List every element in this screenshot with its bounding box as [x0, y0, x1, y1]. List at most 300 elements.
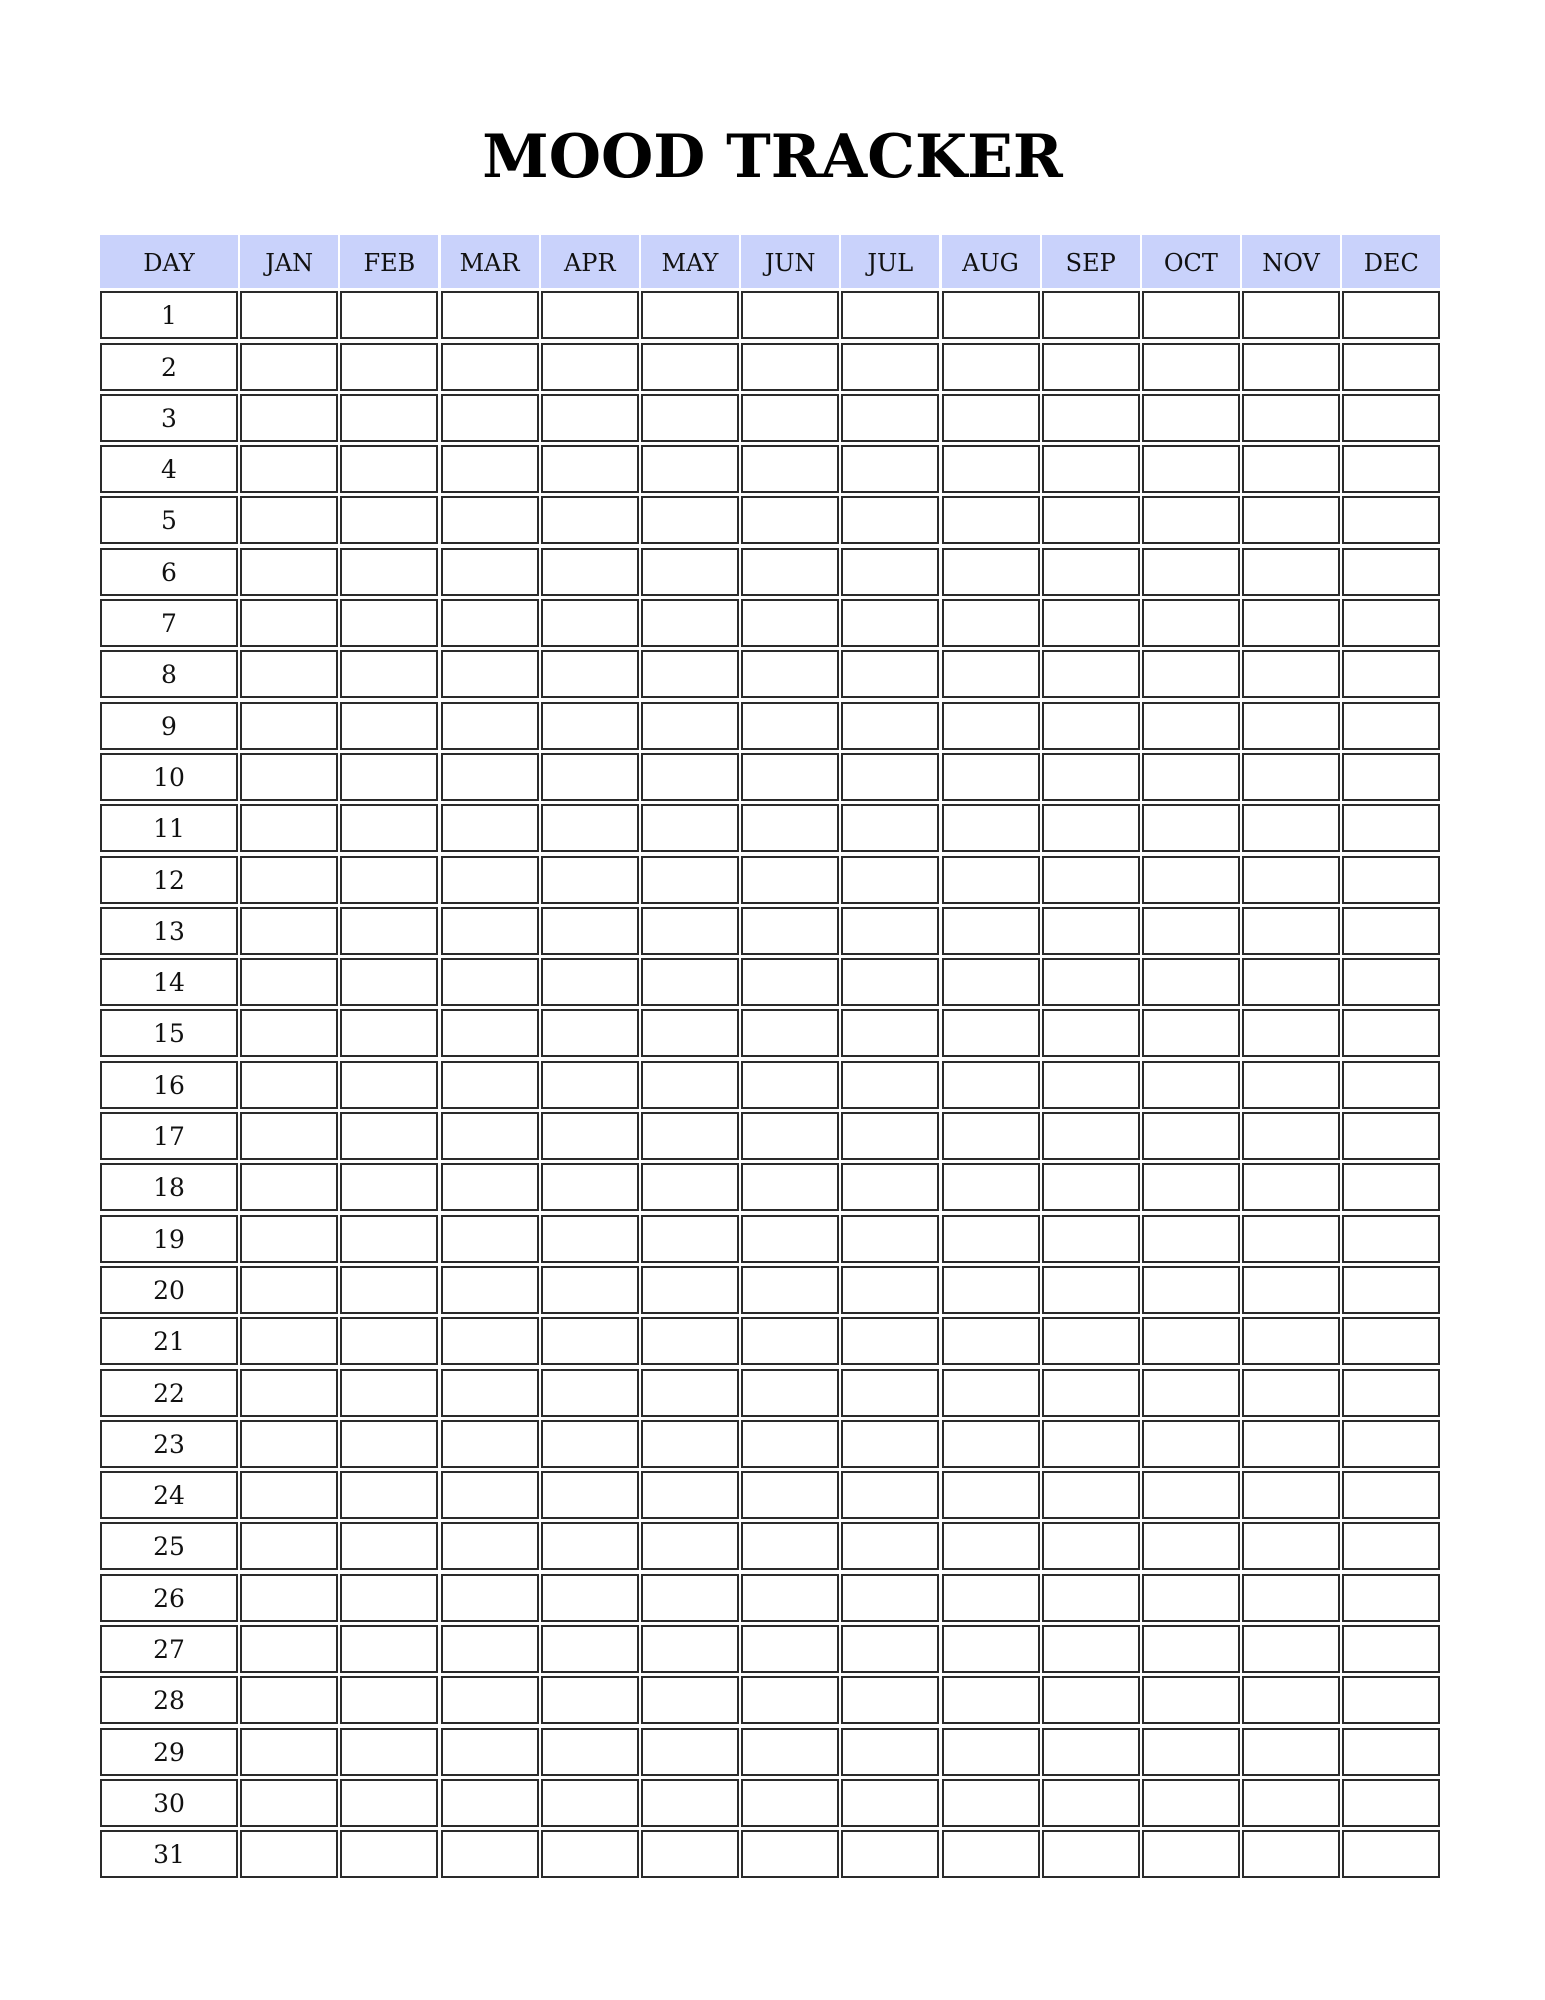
mood-entry-cell[interactable] — [1242, 804, 1340, 852]
mood-entry-cell[interactable] — [441, 496, 539, 544]
mood-entry-cell[interactable] — [942, 548, 1040, 596]
mood-entry-cell[interactable] — [541, 1728, 639, 1776]
mood-entry-cell[interactable] — [340, 1471, 438, 1519]
mood-entry-cell[interactable] — [641, 1522, 739, 1570]
mood-entry-cell[interactable] — [1142, 650, 1240, 698]
mood-entry-cell[interactable] — [1042, 1625, 1140, 1673]
mood-entry-cell[interactable] — [541, 1830, 639, 1878]
mood-entry-cell[interactable] — [340, 394, 438, 442]
mood-entry-cell[interactable] — [942, 394, 1040, 442]
mood-entry-cell[interactable] — [641, 548, 739, 596]
mood-entry-cell[interactable] — [741, 1266, 839, 1314]
mood-entry-cell[interactable] — [841, 1369, 939, 1417]
mood-entry-cell[interactable] — [1242, 753, 1340, 801]
mood-entry-cell[interactable] — [1142, 1163, 1240, 1211]
mood-entry-cell[interactable] — [340, 753, 438, 801]
mood-entry-cell[interactable] — [1042, 1215, 1140, 1263]
mood-entry-cell[interactable] — [541, 1112, 639, 1160]
mood-entry-cell[interactable] — [240, 753, 338, 801]
mood-entry-cell[interactable] — [541, 1471, 639, 1519]
mood-entry-cell[interactable] — [841, 1522, 939, 1570]
mood-entry-cell[interactable] — [541, 496, 639, 544]
mood-entry-cell[interactable] — [641, 1625, 739, 1673]
mood-entry-cell[interactable] — [841, 496, 939, 544]
mood-entry-cell[interactable] — [1342, 1676, 1440, 1724]
mood-entry-cell[interactable] — [942, 1625, 1040, 1673]
mood-entry-cell[interactable] — [1042, 1522, 1140, 1570]
mood-entry-cell[interactable] — [1142, 1574, 1240, 1622]
mood-entry-cell[interactable] — [541, 343, 639, 391]
mood-entry-cell[interactable] — [240, 1009, 338, 1057]
mood-entry-cell[interactable] — [340, 1163, 438, 1211]
mood-entry-cell[interactable] — [1142, 1420, 1240, 1468]
mood-entry-cell[interactable] — [1042, 496, 1140, 544]
mood-entry-cell[interactable] — [240, 804, 338, 852]
mood-entry-cell[interactable] — [942, 445, 1040, 493]
mood-entry-cell[interactable] — [641, 291, 739, 339]
mood-entry-cell[interactable] — [741, 599, 839, 647]
mood-entry-cell[interactable] — [240, 1420, 338, 1468]
mood-entry-cell[interactable] — [1342, 1471, 1440, 1519]
mood-entry-cell[interactable] — [240, 445, 338, 493]
mood-entry-cell[interactable] — [1242, 548, 1340, 596]
mood-entry-cell[interactable] — [942, 753, 1040, 801]
mood-entry-cell[interactable] — [441, 1112, 539, 1160]
mood-entry-cell[interactable] — [741, 1215, 839, 1263]
mood-entry-cell[interactable] — [441, 650, 539, 698]
mood-entry-cell[interactable] — [741, 1625, 839, 1673]
mood-entry-cell[interactable] — [1242, 1522, 1340, 1570]
mood-entry-cell[interactable] — [1342, 291, 1440, 339]
mood-entry-cell[interactable] — [441, 1676, 539, 1724]
mood-entry-cell[interactable] — [641, 1112, 739, 1160]
mood-entry-cell[interactable] — [340, 1830, 438, 1878]
mood-entry-cell[interactable] — [240, 1215, 338, 1263]
mood-entry-cell[interactable] — [1142, 291, 1240, 339]
mood-entry-cell[interactable] — [1342, 1728, 1440, 1776]
mood-entry-cell[interactable] — [541, 445, 639, 493]
mood-entry-cell[interactable] — [340, 1369, 438, 1417]
mood-entry-cell[interactable] — [841, 753, 939, 801]
mood-entry-cell[interactable] — [240, 702, 338, 750]
mood-entry-cell[interactable] — [541, 1522, 639, 1570]
mood-entry-cell[interactable] — [641, 394, 739, 442]
mood-entry-cell[interactable] — [1142, 753, 1240, 801]
mood-entry-cell[interactable] — [1042, 1676, 1140, 1724]
mood-entry-cell[interactable] — [240, 1830, 338, 1878]
mood-entry-cell[interactable] — [1242, 1009, 1340, 1057]
mood-entry-cell[interactable] — [942, 599, 1040, 647]
mood-entry-cell[interactable] — [841, 907, 939, 955]
mood-entry-cell[interactable] — [441, 1522, 539, 1570]
mood-entry-cell[interactable] — [1342, 548, 1440, 596]
mood-entry-cell[interactable] — [1242, 958, 1340, 1006]
mood-entry-cell[interactable] — [1242, 496, 1340, 544]
mood-entry-cell[interactable] — [1242, 1061, 1340, 1109]
mood-entry-cell[interactable] — [841, 1471, 939, 1519]
mood-entry-cell[interactable] — [942, 1574, 1040, 1622]
mood-entry-cell[interactable] — [942, 1676, 1040, 1724]
mood-entry-cell[interactable] — [1342, 958, 1440, 1006]
mood-entry-cell[interactable] — [841, 702, 939, 750]
mood-entry-cell[interactable] — [240, 1574, 338, 1622]
mood-entry-cell[interactable] — [741, 291, 839, 339]
mood-entry-cell[interactable] — [240, 1625, 338, 1673]
mood-entry-cell[interactable] — [841, 1112, 939, 1160]
mood-entry-cell[interactable] — [942, 958, 1040, 1006]
mood-entry-cell[interactable] — [1242, 1574, 1340, 1622]
mood-entry-cell[interactable] — [1142, 1215, 1240, 1263]
mood-entry-cell[interactable] — [1242, 856, 1340, 904]
mood-entry-cell[interactable] — [1142, 1061, 1240, 1109]
mood-entry-cell[interactable] — [1342, 1061, 1440, 1109]
mood-entry-cell[interactable] — [1142, 394, 1240, 442]
mood-entry-cell[interactable] — [741, 1471, 839, 1519]
mood-entry-cell[interactable] — [1342, 804, 1440, 852]
mood-entry-cell[interactable] — [541, 1779, 639, 1827]
mood-entry-cell[interactable] — [240, 1061, 338, 1109]
mood-entry-cell[interactable] — [741, 548, 839, 596]
mood-entry-cell[interactable] — [1242, 445, 1340, 493]
mood-entry-cell[interactable] — [741, 1112, 839, 1160]
mood-entry-cell[interactable] — [942, 1471, 1040, 1519]
mood-entry-cell[interactable] — [1242, 1215, 1340, 1263]
mood-entry-cell[interactable] — [841, 958, 939, 1006]
mood-entry-cell[interactable] — [541, 1163, 639, 1211]
mood-entry-cell[interactable] — [841, 856, 939, 904]
mood-entry-cell[interactable] — [641, 1420, 739, 1468]
mood-entry-cell[interactable] — [541, 702, 639, 750]
mood-entry-cell[interactable] — [741, 1420, 839, 1468]
mood-entry-cell[interactable] — [1342, 1522, 1440, 1570]
mood-entry-cell[interactable] — [441, 1163, 539, 1211]
mood-entry-cell[interactable] — [641, 650, 739, 698]
mood-entry-cell[interactable] — [240, 958, 338, 1006]
mood-entry-cell[interactable] — [942, 291, 1040, 339]
mood-entry-cell[interactable] — [1342, 1420, 1440, 1468]
mood-entry-cell[interactable] — [340, 804, 438, 852]
mood-entry-cell[interactable] — [741, 856, 839, 904]
mood-entry-cell[interactable] — [240, 1676, 338, 1724]
mood-entry-cell[interactable] — [340, 1574, 438, 1622]
mood-entry-cell[interactable] — [1042, 1112, 1140, 1160]
mood-entry-cell[interactable] — [541, 1420, 639, 1468]
mood-entry-cell[interactable] — [942, 1266, 1040, 1314]
mood-entry-cell[interactable] — [641, 804, 739, 852]
mood-entry-cell[interactable] — [1042, 548, 1140, 596]
mood-entry-cell[interactable] — [340, 1625, 438, 1673]
mood-entry-cell[interactable] — [1042, 1471, 1140, 1519]
mood-entry-cell[interactable] — [1142, 1471, 1240, 1519]
mood-entry-cell[interactable] — [1342, 702, 1440, 750]
mood-entry-cell[interactable] — [240, 1369, 338, 1417]
mood-entry-cell[interactable] — [1242, 1676, 1340, 1724]
mood-entry-cell[interactable] — [841, 599, 939, 647]
mood-entry-cell[interactable] — [841, 291, 939, 339]
mood-entry-cell[interactable] — [1142, 1728, 1240, 1776]
mood-entry-cell[interactable] — [441, 548, 539, 596]
mood-entry-cell[interactable] — [1242, 1625, 1340, 1673]
mood-entry-cell[interactable] — [741, 1317, 839, 1365]
mood-entry-cell[interactable] — [641, 856, 739, 904]
mood-entry-cell[interactable] — [340, 291, 438, 339]
mood-entry-cell[interactable] — [441, 907, 539, 955]
mood-entry-cell[interactable] — [641, 1779, 739, 1827]
mood-entry-cell[interactable] — [1242, 1471, 1340, 1519]
mood-entry-cell[interactable] — [1042, 702, 1140, 750]
mood-entry-cell[interactable] — [641, 1574, 739, 1622]
mood-entry-cell[interactable] — [1142, 1522, 1240, 1570]
mood-entry-cell[interactable] — [1342, 394, 1440, 442]
mood-entry-cell[interactable] — [641, 1830, 739, 1878]
mood-entry-cell[interactable] — [1042, 599, 1140, 647]
mood-entry-cell[interactable] — [1142, 804, 1240, 852]
mood-entry-cell[interactable] — [240, 1522, 338, 1570]
mood-entry-cell[interactable] — [1042, 804, 1140, 852]
mood-entry-cell[interactable] — [1042, 1163, 1140, 1211]
mood-entry-cell[interactable] — [441, 343, 539, 391]
mood-entry-cell[interactable] — [340, 1676, 438, 1724]
mood-entry-cell[interactable] — [1042, 1728, 1140, 1776]
mood-entry-cell[interactable] — [441, 394, 539, 442]
mood-entry-cell[interactable] — [1342, 445, 1440, 493]
mood-entry-cell[interactable] — [641, 1728, 739, 1776]
mood-entry-cell[interactable] — [541, 650, 639, 698]
mood-entry-cell[interactable] — [741, 958, 839, 1006]
mood-entry-cell[interactable] — [1042, 753, 1140, 801]
mood-entry-cell[interactable] — [441, 1215, 539, 1263]
mood-entry-cell[interactable] — [441, 445, 539, 493]
mood-entry-cell[interactable] — [1242, 1830, 1340, 1878]
mood-entry-cell[interactable] — [240, 1163, 338, 1211]
mood-entry-cell[interactable] — [741, 907, 839, 955]
mood-entry-cell[interactable] — [240, 1317, 338, 1365]
mood-entry-cell[interactable] — [1342, 650, 1440, 698]
mood-entry-cell[interactable] — [1042, 1420, 1140, 1468]
mood-entry-cell[interactable] — [441, 1317, 539, 1365]
mood-entry-cell[interactable] — [1042, 1009, 1140, 1057]
mood-entry-cell[interactable] — [841, 1830, 939, 1878]
mood-entry-cell[interactable] — [1042, 1779, 1140, 1827]
mood-entry-cell[interactable] — [441, 1369, 539, 1417]
mood-entry-cell[interactable] — [1142, 1317, 1240, 1365]
mood-entry-cell[interactable] — [1342, 599, 1440, 647]
mood-entry-cell[interactable] — [841, 394, 939, 442]
mood-entry-cell[interactable] — [541, 394, 639, 442]
mood-entry-cell[interactable] — [1042, 445, 1140, 493]
mood-entry-cell[interactable] — [240, 394, 338, 442]
mood-entry-cell[interactable] — [1042, 1830, 1140, 1878]
mood-entry-cell[interactable] — [841, 343, 939, 391]
mood-entry-cell[interactable] — [1242, 1728, 1340, 1776]
mood-entry-cell[interactable] — [942, 804, 1040, 852]
mood-entry-cell[interactable] — [942, 1163, 1040, 1211]
mood-entry-cell[interactable] — [841, 1215, 939, 1263]
mood-entry-cell[interactable] — [1042, 1061, 1140, 1109]
mood-entry-cell[interactable] — [741, 804, 839, 852]
mood-entry-cell[interactable] — [240, 548, 338, 596]
mood-entry-cell[interactable] — [1042, 1317, 1140, 1365]
mood-entry-cell[interactable] — [1242, 1420, 1340, 1468]
mood-entry-cell[interactable] — [942, 1112, 1040, 1160]
mood-entry-cell[interactable] — [1042, 958, 1140, 1006]
mood-entry-cell[interactable] — [1042, 907, 1140, 955]
mood-entry-cell[interactable] — [340, 650, 438, 698]
mood-entry-cell[interactable] — [340, 702, 438, 750]
mood-entry-cell[interactable] — [1142, 1266, 1240, 1314]
mood-entry-cell[interactable] — [1342, 1369, 1440, 1417]
mood-entry-cell[interactable] — [441, 1830, 539, 1878]
mood-entry-cell[interactable] — [441, 291, 539, 339]
mood-entry-cell[interactable] — [1142, 599, 1240, 647]
mood-entry-cell[interactable] — [441, 1266, 539, 1314]
mood-entry-cell[interactable] — [942, 1215, 1040, 1263]
mood-entry-cell[interactable] — [942, 1317, 1040, 1365]
mood-entry-cell[interactable] — [541, 291, 639, 339]
mood-entry-cell[interactable] — [741, 343, 839, 391]
mood-entry-cell[interactable] — [541, 1317, 639, 1365]
mood-entry-cell[interactable] — [1342, 1574, 1440, 1622]
mood-entry-cell[interactable] — [240, 599, 338, 647]
mood-entry-cell[interactable] — [1342, 1625, 1440, 1673]
mood-entry-cell[interactable] — [340, 856, 438, 904]
mood-entry-cell[interactable] — [541, 1369, 639, 1417]
mood-entry-cell[interactable] — [942, 1830, 1040, 1878]
mood-entry-cell[interactable] — [741, 1574, 839, 1622]
mood-entry-cell[interactable] — [340, 907, 438, 955]
mood-entry-cell[interactable] — [1142, 1369, 1240, 1417]
mood-entry-cell[interactable] — [1242, 291, 1340, 339]
mood-entry-cell[interactable] — [1142, 1625, 1240, 1673]
mood-entry-cell[interactable] — [1242, 599, 1340, 647]
mood-entry-cell[interactable] — [641, 1061, 739, 1109]
mood-entry-cell[interactable] — [340, 343, 438, 391]
mood-entry-cell[interactable] — [1342, 1163, 1440, 1211]
mood-entry-cell[interactable] — [1042, 1574, 1140, 1622]
mood-entry-cell[interactable] — [841, 1625, 939, 1673]
mood-entry-cell[interactable] — [942, 1369, 1040, 1417]
mood-entry-cell[interactable] — [441, 753, 539, 801]
mood-entry-cell[interactable] — [741, 394, 839, 442]
mood-entry-cell[interactable] — [1342, 1266, 1440, 1314]
mood-entry-cell[interactable] — [641, 958, 739, 1006]
mood-entry-cell[interactable] — [240, 291, 338, 339]
mood-entry-cell[interactable] — [942, 1522, 1040, 1570]
mood-entry-cell[interactable] — [1042, 394, 1140, 442]
mood-entry-cell[interactable] — [841, 548, 939, 596]
mood-entry-cell[interactable] — [240, 907, 338, 955]
mood-entry-cell[interactable] — [942, 907, 1040, 955]
mood-entry-cell[interactable] — [441, 804, 539, 852]
mood-entry-cell[interactable] — [240, 1471, 338, 1519]
mood-entry-cell[interactable] — [942, 1061, 1040, 1109]
mood-entry-cell[interactable] — [240, 650, 338, 698]
mood-entry-cell[interactable] — [541, 599, 639, 647]
mood-entry-cell[interactable] — [240, 496, 338, 544]
mood-entry-cell[interactable] — [441, 1625, 539, 1673]
mood-entry-cell[interactable] — [441, 702, 539, 750]
mood-entry-cell[interactable] — [441, 1420, 539, 1468]
mood-entry-cell[interactable] — [942, 1420, 1040, 1468]
mood-entry-cell[interactable] — [541, 856, 639, 904]
mood-entry-cell[interactable] — [441, 599, 539, 647]
mood-entry-cell[interactable] — [1242, 1163, 1340, 1211]
mood-entry-cell[interactable] — [741, 650, 839, 698]
mood-entry-cell[interactable] — [1242, 1779, 1340, 1827]
mood-entry-cell[interactable] — [1042, 1369, 1140, 1417]
mood-entry-cell[interactable] — [541, 548, 639, 596]
mood-entry-cell[interactable] — [1042, 1266, 1140, 1314]
mood-entry-cell[interactable] — [1242, 702, 1340, 750]
mood-entry-cell[interactable] — [541, 753, 639, 801]
mood-entry-cell[interactable] — [641, 1163, 739, 1211]
mood-entry-cell[interactable] — [1242, 343, 1340, 391]
mood-entry-cell[interactable] — [1342, 1009, 1440, 1057]
mood-entry-cell[interactable] — [741, 1830, 839, 1878]
mood-entry-cell[interactable] — [841, 650, 939, 698]
mood-entry-cell[interactable] — [1242, 1369, 1340, 1417]
mood-entry-cell[interactable] — [240, 856, 338, 904]
mood-entry-cell[interactable] — [1042, 343, 1140, 391]
mood-entry-cell[interactable] — [541, 1676, 639, 1724]
mood-entry-cell[interactable] — [841, 1574, 939, 1622]
mood-entry-cell[interactable] — [441, 1471, 539, 1519]
mood-entry-cell[interactable] — [1142, 1779, 1240, 1827]
mood-entry-cell[interactable] — [1342, 496, 1440, 544]
mood-entry-cell[interactable] — [240, 1266, 338, 1314]
mood-entry-cell[interactable] — [340, 1009, 438, 1057]
mood-entry-cell[interactable] — [942, 1009, 1040, 1057]
mood-entry-cell[interactable] — [1242, 1266, 1340, 1314]
mood-entry-cell[interactable] — [441, 1728, 539, 1776]
mood-entry-cell[interactable] — [942, 496, 1040, 544]
mood-entry-cell[interactable] — [841, 1420, 939, 1468]
mood-entry-cell[interactable] — [1142, 958, 1240, 1006]
mood-entry-cell[interactable] — [641, 1471, 739, 1519]
mood-entry-cell[interactable] — [942, 650, 1040, 698]
mood-entry-cell[interactable] — [641, 702, 739, 750]
mood-entry-cell[interactable] — [641, 1266, 739, 1314]
mood-entry-cell[interactable] — [741, 1163, 839, 1211]
mood-entry-cell[interactable] — [441, 1061, 539, 1109]
mood-entry-cell[interactable] — [1342, 1779, 1440, 1827]
mood-entry-cell[interactable] — [641, 1215, 739, 1263]
mood-entry-cell[interactable] — [1142, 1009, 1240, 1057]
mood-entry-cell[interactable] — [942, 856, 1040, 904]
mood-entry-cell[interactable] — [741, 445, 839, 493]
mood-entry-cell[interactable] — [441, 958, 539, 1006]
mood-entry-cell[interactable] — [1142, 343, 1240, 391]
mood-entry-cell[interactable] — [1142, 1830, 1240, 1878]
mood-entry-cell[interactable] — [741, 1009, 839, 1057]
mood-entry-cell[interactable] — [641, 599, 739, 647]
mood-entry-cell[interactable] — [841, 1728, 939, 1776]
mood-entry-cell[interactable] — [340, 1779, 438, 1827]
mood-entry-cell[interactable] — [1342, 1215, 1440, 1263]
mood-entry-cell[interactable] — [1142, 445, 1240, 493]
mood-entry-cell[interactable] — [340, 1266, 438, 1314]
mood-entry-cell[interactable] — [841, 1163, 939, 1211]
mood-entry-cell[interactable] — [641, 496, 739, 544]
mood-entry-cell[interactable] — [1342, 1112, 1440, 1160]
mood-entry-cell[interactable] — [841, 1779, 939, 1827]
mood-entry-cell[interactable] — [841, 1009, 939, 1057]
mood-entry-cell[interactable] — [641, 343, 739, 391]
mood-entry-cell[interactable] — [541, 958, 639, 1006]
mood-entry-cell[interactable] — [741, 1676, 839, 1724]
mood-entry-cell[interactable] — [1142, 1676, 1240, 1724]
mood-entry-cell[interactable] — [641, 753, 739, 801]
